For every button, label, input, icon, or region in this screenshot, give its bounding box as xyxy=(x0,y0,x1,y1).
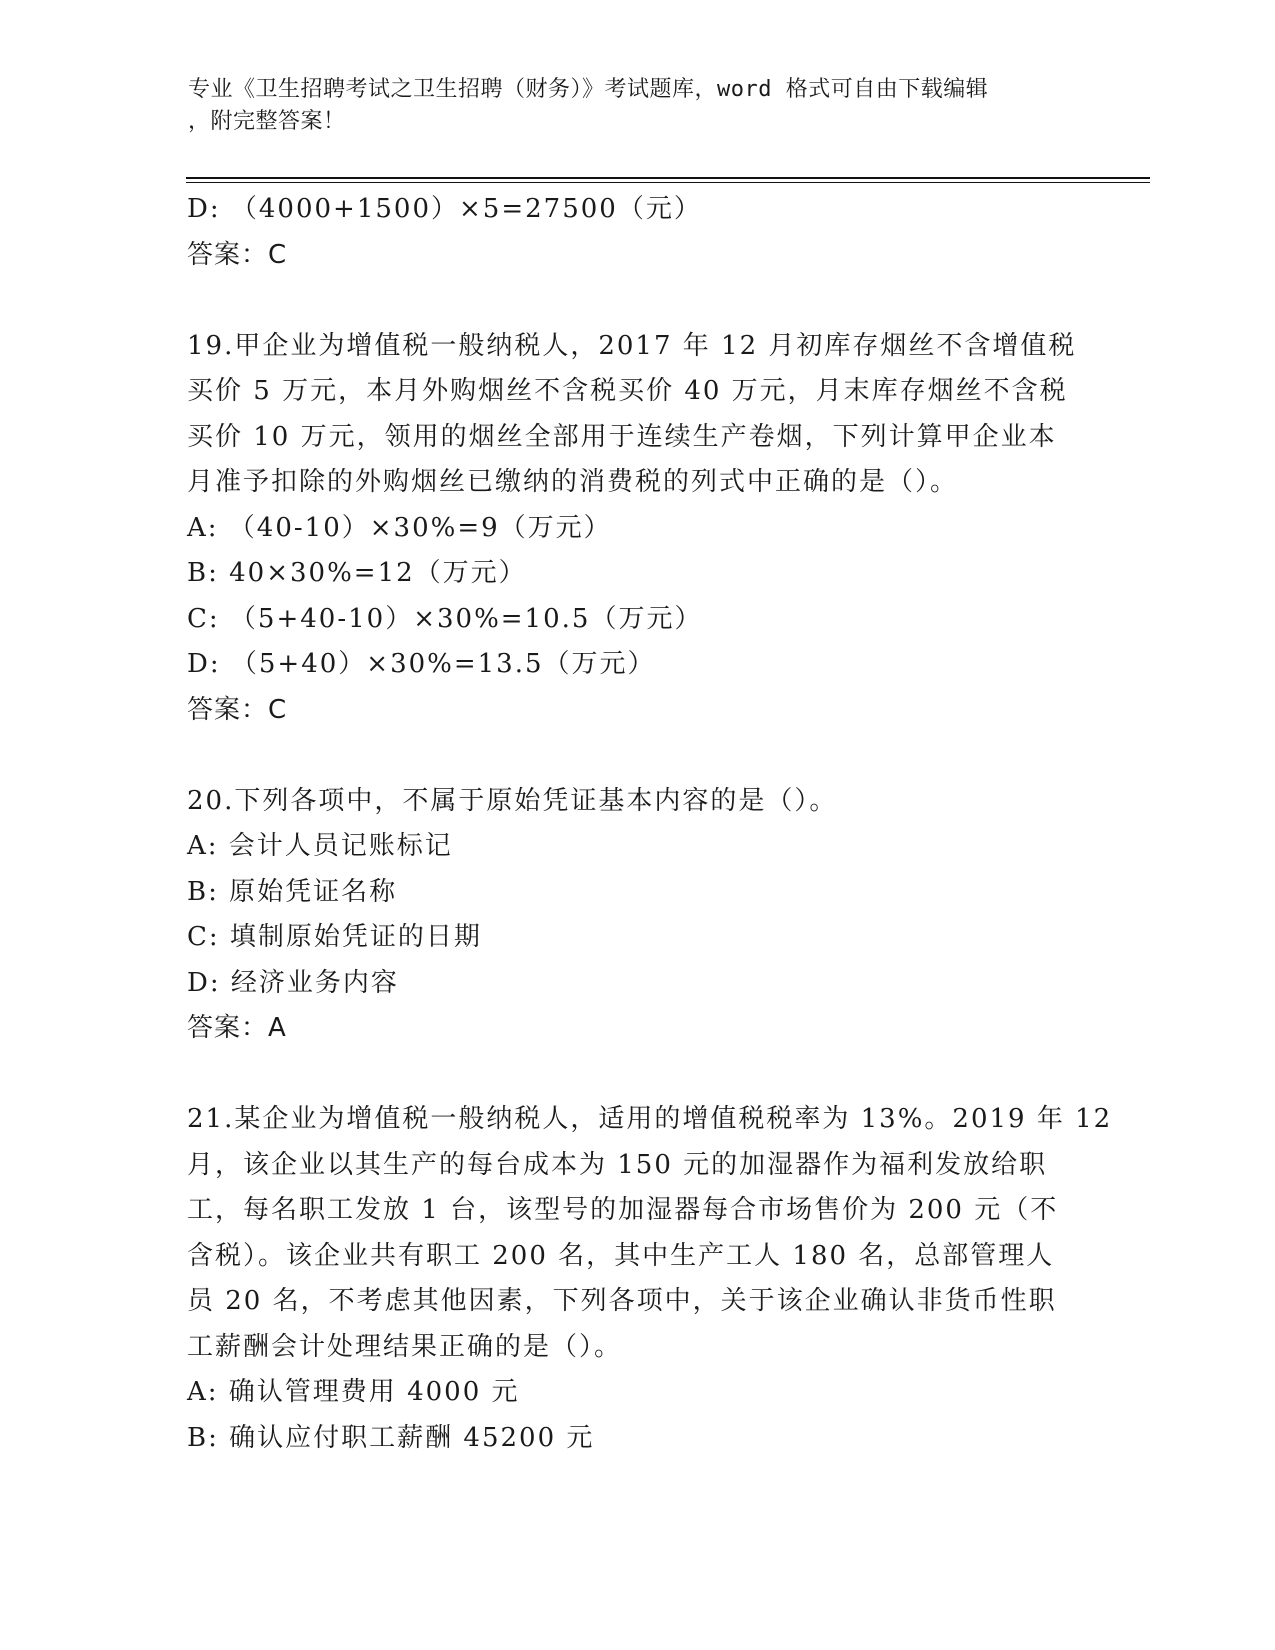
question-stem-line: 19.甲企业为增值税一般纳税人，2017 年 12 月初库存烟丝不含增值税 xyxy=(187,330,1077,361)
answer-line: 答案：C xyxy=(187,694,288,725)
option-a: A: 会计人员记账标记 xyxy=(187,831,453,861)
question-21 xyxy=(187,1097,1113,1461)
spacer xyxy=(187,1052,1087,1098)
header-line-1: 专业《卫生招聘考试之卫生招聘（财务）》考试题库，word 格式可自由下载编辑 xyxy=(188,77,989,102)
option-b: B: 40×30%=12（万元） xyxy=(187,558,527,588)
option-a: A: 确认管理费用 4000 元 xyxy=(187,1377,520,1407)
question-20 xyxy=(187,779,1087,1052)
question-stem-line: 买价 10 万元，领用的烟丝全部用于连续生产卷烟，下列计算甲企业本 xyxy=(187,421,1057,452)
question-stem-line: 工薪酬会计处理结果正确的是（）。 xyxy=(187,1331,623,1362)
question-stem-line: 月，该企业以其生产的每台成本为 150 元的加湿器作为福利发放给职 xyxy=(187,1149,1048,1180)
question-stem-line: 20.下列各项中，不属于原始凭证基本内容的是（）。 xyxy=(187,785,838,816)
spacer xyxy=(187,733,1087,779)
question-stem-line: 含税）。该企业共有职工 200 名，其中生产工人 180 名，总部管理人 xyxy=(187,1240,1055,1271)
option-b: B: 确认应付职工薪酬 45200 元 xyxy=(187,1422,595,1453)
answer-line: 答案：C xyxy=(187,239,288,270)
question-stem-line: 21.某企业为增值税一般纳税人，适用的增值税税率为 13%。2019 年 12 xyxy=(187,1104,1113,1134)
header-line-2: ，附完整答案！ xyxy=(188,109,346,134)
question-stem-line: 月准予扣除的外购烟丝已缴纳的消费税的列式中正确的是（）。 xyxy=(187,467,959,497)
option-a: A: （40-10）×30%=9（万元） xyxy=(187,512,612,543)
question-stem-line: 员 20 名，不考虑其他因素，下列各项中，关于该企业确认非货币性职 xyxy=(187,1286,1057,1316)
answer-line: 答案：A xyxy=(187,1013,287,1043)
question-stem-line: 工，每名职工发放 1 台，该型号的加湿器每合市场售价为 200 元（不 xyxy=(187,1195,1059,1225)
page-header xyxy=(188,74,1078,138)
option-b: B: 原始凭证名称 xyxy=(187,876,398,907)
option-c: C: 填制原始凭证的日期 xyxy=(187,922,482,952)
option-c: C: （5+40-10）×30%=10.5（万元） xyxy=(187,603,703,634)
question-19 xyxy=(187,324,1087,734)
question-18-tail xyxy=(187,187,1087,278)
spacer xyxy=(187,278,1087,324)
option-d: D: 经济业务内容 xyxy=(187,967,399,998)
header-divider xyxy=(186,177,1150,183)
question-stem-line: 买价 5 万元，本月外购烟丝不含税买价 40 万元，月末库存烟丝不含税 xyxy=(187,376,1068,406)
option-d: D: （5+40）×30%=13.5（万元） xyxy=(187,649,656,679)
option-d: D: （4000+1500）×5=27500（元） xyxy=(187,194,702,224)
question-list xyxy=(187,187,1113,1461)
